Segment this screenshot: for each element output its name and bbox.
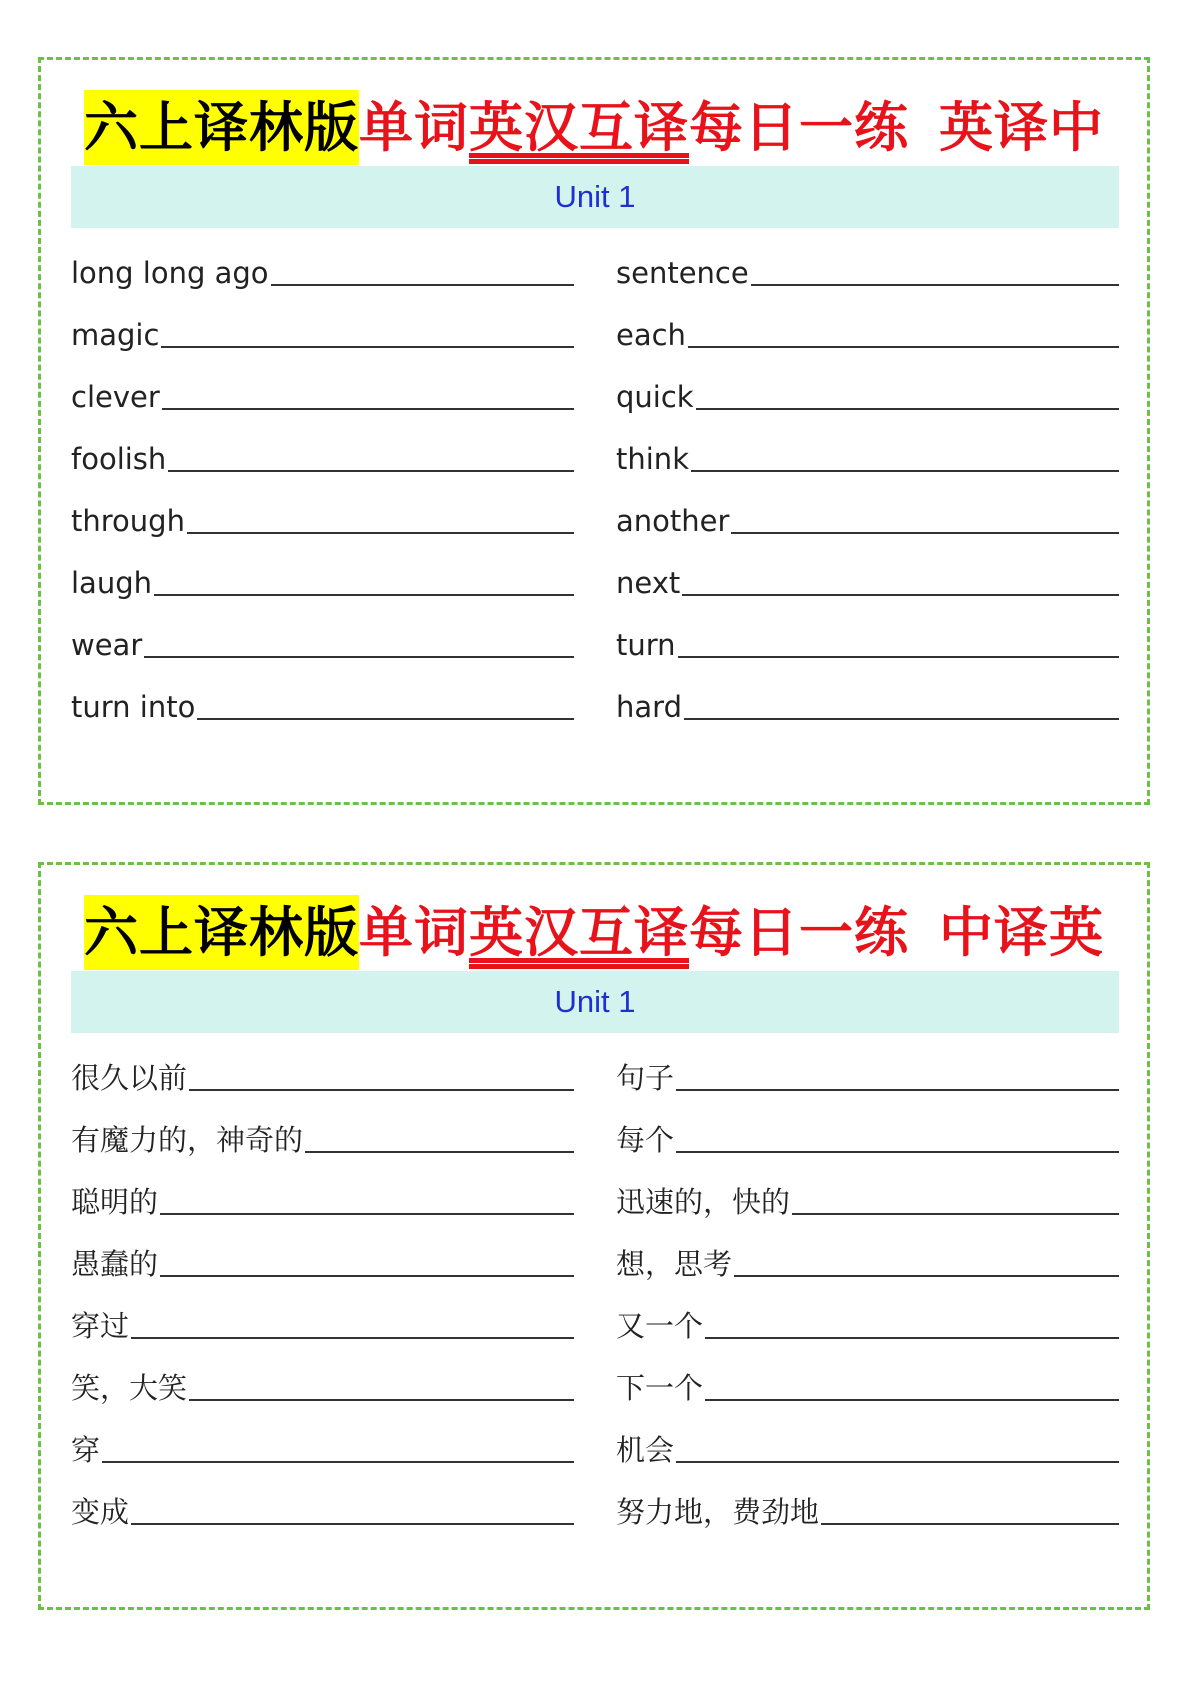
- word-column-right: [616, 228, 1119, 724]
- word-row: [616, 1033, 1119, 1095]
- word-prompt: 有魔力的，神奇的: [71, 1123, 304, 1157]
- word-column-left: [71, 228, 574, 724]
- title-part2: 每日一练: [689, 901, 909, 964]
- answer-blank[interactable]: [168, 468, 574, 472]
- answer-blank[interactable]: [691, 468, 1119, 472]
- word-prompt: sentence: [616, 256, 749, 290]
- word-prompt: turn into: [71, 690, 196, 724]
- answer-blank[interactable]: [821, 1521, 1119, 1525]
- word-row: [616, 662, 1119, 724]
- word-prompt: 每个: [616, 1123, 675, 1157]
- word-row: [616, 1095, 1119, 1157]
- answer-blank[interactable]: [678, 654, 1119, 658]
- answer-blank[interactable]: [676, 1149, 1119, 1153]
- word-row: [616, 352, 1119, 414]
- title-mode: 英译中: [939, 96, 1104, 159]
- answer-blank[interactable]: [751, 282, 1119, 286]
- word-prompt: 穿过: [71, 1309, 130, 1343]
- word-row: [71, 1157, 574, 1219]
- title-underlined: 英汉互译: [469, 901, 689, 964]
- word-row: [616, 1281, 1119, 1343]
- answer-blank[interactable]: [187, 530, 574, 534]
- word-row: [71, 228, 574, 290]
- word-row: [71, 538, 574, 600]
- word-prompt: 想，思考: [616, 1247, 733, 1281]
- answer-blank[interactable]: [734, 1273, 1119, 1277]
- unit-header: Unit 1: [71, 166, 1119, 228]
- word-prompt: another: [616, 504, 730, 538]
- word-row: [71, 1405, 574, 1467]
- unit-header: Unit 1: [71, 971, 1119, 1033]
- worksheet-card-chinese-to-english: [38, 862, 1150, 1610]
- word-prompt: magic: [71, 318, 160, 352]
- word-prompt: each: [616, 318, 686, 352]
- word-prompt: wear: [71, 628, 143, 662]
- answer-blank[interactable]: [189, 1087, 574, 1091]
- word-prompt: 聪明的: [71, 1185, 159, 1219]
- answer-blank[interactable]: [684, 716, 1119, 720]
- word-row: [616, 1405, 1119, 1467]
- word-prompt: 又一个: [616, 1309, 704, 1343]
- word-row: [71, 662, 574, 724]
- title-part1: 单词: [359, 901, 469, 964]
- word-prompt: next: [616, 566, 681, 600]
- answer-blank[interactable]: [160, 1211, 574, 1215]
- word-prompt: long long ago: [71, 256, 269, 290]
- answer-blank[interactable]: [131, 1335, 574, 1339]
- answer-blank[interactable]: [731, 530, 1119, 534]
- title-highlight: 六上译林版: [84, 895, 359, 970]
- word-prompt: 机会: [616, 1433, 675, 1467]
- word-row: [71, 1095, 574, 1157]
- answer-blank[interactable]: [189, 1397, 574, 1401]
- word-row: [71, 414, 574, 476]
- word-prompt: 笑，大笑: [71, 1371, 188, 1405]
- word-prompt: foolish: [71, 442, 167, 476]
- word-row: [616, 600, 1119, 662]
- answer-blank[interactable]: [162, 406, 574, 410]
- word-prompt: 穿: [71, 1433, 101, 1467]
- answer-blank[interactable]: [705, 1335, 1119, 1339]
- word-row: [616, 1219, 1119, 1281]
- answer-blank[interactable]: [676, 1087, 1119, 1091]
- word-column-right: [616, 1033, 1119, 1529]
- word-row: [616, 538, 1119, 600]
- word-row: [616, 1467, 1119, 1529]
- word-row: [71, 1281, 574, 1343]
- word-prompt: 迅速的，快的: [616, 1185, 791, 1219]
- word-row: [71, 1467, 574, 1529]
- word-prompt: 很久以前: [71, 1061, 188, 1095]
- answer-blank[interactable]: [160, 1273, 574, 1277]
- title-highlight: 六上译林版: [84, 90, 359, 165]
- answer-blank[interactable]: [161, 344, 574, 348]
- answer-blank[interactable]: [792, 1211, 1119, 1215]
- answer-blank[interactable]: [705, 1397, 1119, 1401]
- answer-blank[interactable]: [154, 592, 574, 596]
- word-row: [71, 352, 574, 414]
- word-row: [71, 290, 574, 352]
- word-prompt: 变成: [71, 1495, 130, 1529]
- word-row: [71, 1219, 574, 1281]
- word-prompt: through: [71, 504, 185, 538]
- answer-blank[interactable]: [676, 1459, 1119, 1463]
- word-row: [616, 228, 1119, 290]
- word-row: [71, 476, 574, 538]
- title-mode: 中译英: [939, 901, 1104, 964]
- word-prompt: clever: [71, 380, 160, 414]
- word-prompt: think: [616, 442, 689, 476]
- worksheet-title: [41, 895, 1147, 971]
- word-prompt: hard: [616, 690, 682, 724]
- title-part2: 每日一练: [689, 96, 909, 159]
- word-column-left: [71, 1033, 574, 1529]
- answer-blank[interactable]: [271, 282, 574, 286]
- word-prompt: 努力地，费劲地: [616, 1495, 820, 1529]
- word-prompt: turn: [616, 628, 676, 662]
- answer-blank[interactable]: [696, 406, 1119, 410]
- word-row: [616, 1157, 1119, 1219]
- word-row: [71, 1343, 574, 1405]
- word-row: [616, 476, 1119, 538]
- word-prompt: 句子: [616, 1061, 675, 1095]
- title-part1: 单词: [359, 96, 469, 159]
- word-prompt: laugh: [71, 566, 152, 600]
- word-prompt: 下一个: [616, 1371, 704, 1405]
- word-row: [616, 290, 1119, 352]
- word-row: [71, 1033, 574, 1095]
- title-underlined: 英汉互译: [469, 96, 689, 159]
- word-row: [616, 414, 1119, 476]
- word-prompt: 愚蠢的: [71, 1247, 159, 1281]
- answer-blank[interactable]: [131, 1521, 574, 1525]
- answer-blank[interactable]: [102, 1459, 574, 1463]
- word-prompt: quick: [616, 380, 694, 414]
- word-row: [71, 600, 574, 662]
- answer-blank[interactable]: [144, 654, 574, 658]
- word-row: [616, 1343, 1119, 1405]
- answer-blank[interactable]: [305, 1149, 574, 1153]
- answer-blank[interactable]: [682, 592, 1119, 596]
- answer-blank[interactable]: [197, 716, 574, 720]
- worksheet-card-english-to-chinese: [38, 57, 1150, 805]
- worksheet-title: [41, 90, 1147, 166]
- answer-blank[interactable]: [688, 344, 1119, 348]
